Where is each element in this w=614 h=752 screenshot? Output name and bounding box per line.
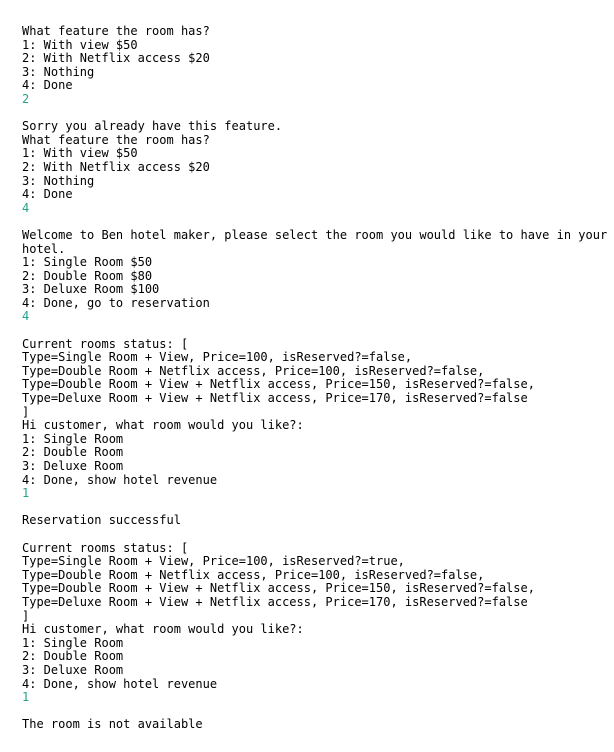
console-output-line: What feature the room has? [22,24,210,38]
console-output-line: ] [22,608,30,623]
console-output-line: 2: With Netflix access $20 [22,159,210,174]
console-output-line: Current rooms status: [ [22,540,189,555]
console-output-line: 2: With Netflix access $20 [22,51,210,66]
console-output-line: 3: Deluxe Room [22,459,124,473]
console-output [22,24,608,732]
console-output-line: Type=Double Room + Netflix access, Price=100, isReserved?=false, [22,363,485,378]
console-blank-line [22,215,602,229]
console-blank-line [22,528,602,542]
console-output-line: Current rooms status: [ [22,336,189,351]
console-output-line: 2: Double Room [22,445,124,460]
console-output-line: Hi customer, what room would you like?: [22,622,304,637]
console-output-line: Welcome to Ben hotel maker, please select the room you would like to have in your [22,227,608,242]
console-output-line: hotel. [22,241,66,256]
console-output-line: 4: Done [22,78,73,93]
console-output-line: 3: Nothing [22,64,95,79]
console-output-line: 1: Single Room $50 [22,255,153,270]
console-output-line: 1: With view $50 [22,146,138,161]
console-output-line: 2: Double Room $80 [22,268,153,283]
console-input-line: 4 [22,200,30,215]
console-output-line: Hi customer, what room would you like?: [22,418,304,433]
console-blank-line [22,501,602,515]
console-output-line: ] [22,404,30,419]
console-input-line: 1 [22,690,30,705]
console-output-line: 3: Deluxe Room $100 [22,282,160,297]
console-input-line: 4 [22,309,30,324]
console-output-line: Type=Deluxe Room + View + Netflix access, Price=170, isReserved?=false [22,391,528,406]
console-input-line: 1 [22,486,30,501]
console-output-line: Type=Single Room + View, Price=100, isReserved?=true, [22,554,405,569]
console-output-line: The room is not available [22,717,203,732]
console-output-line: 1: Single Room [22,431,124,446]
console-output-line: 4: Done, show hotel revenue [22,676,218,691]
console-output-line: Type=Double Room + Netflix access, Price=100, isReserved?=false, [22,567,485,582]
console-output-line: 4: Done, show hotel revenue [22,472,218,487]
console-output-line: 4: Done [22,187,73,202]
console-blank-line [22,705,602,719]
console-output-line: 2: Double Room [22,649,124,664]
console-blank-line [22,324,602,338]
console-input-line: 2 [22,91,30,106]
console-output-line: 4: Done, go to reservation [22,295,210,310]
console-output-line: 1: With view $50 [22,37,138,52]
console-output-line: 3: Deluxe Room [22,662,124,677]
console-output-line: Sorry you already have this feature. [22,119,283,134]
console-output-line: Type=Double Room + View + Netflix access, Price=150, isReserved?=false, [22,581,535,596]
console-output-line: 3: Nothing [22,173,95,188]
console-output-line: Type=Deluxe Room + View + Netflix access, Price=170, isReserved?=false [22,594,528,609]
console-output-line: Reservation successful [22,513,181,528]
console-output-line: Type=Double Room + View + Netflix access, Price=150, isReserved?=false, [22,377,535,392]
console-output-line: What feature the room has? [22,132,210,147]
console-output-line: 1: Single Room [22,635,124,650]
console-blank-line [22,107,602,121]
console-output-line: Type=Single Room + View, Price=100, isReserved?=false, [22,350,413,365]
